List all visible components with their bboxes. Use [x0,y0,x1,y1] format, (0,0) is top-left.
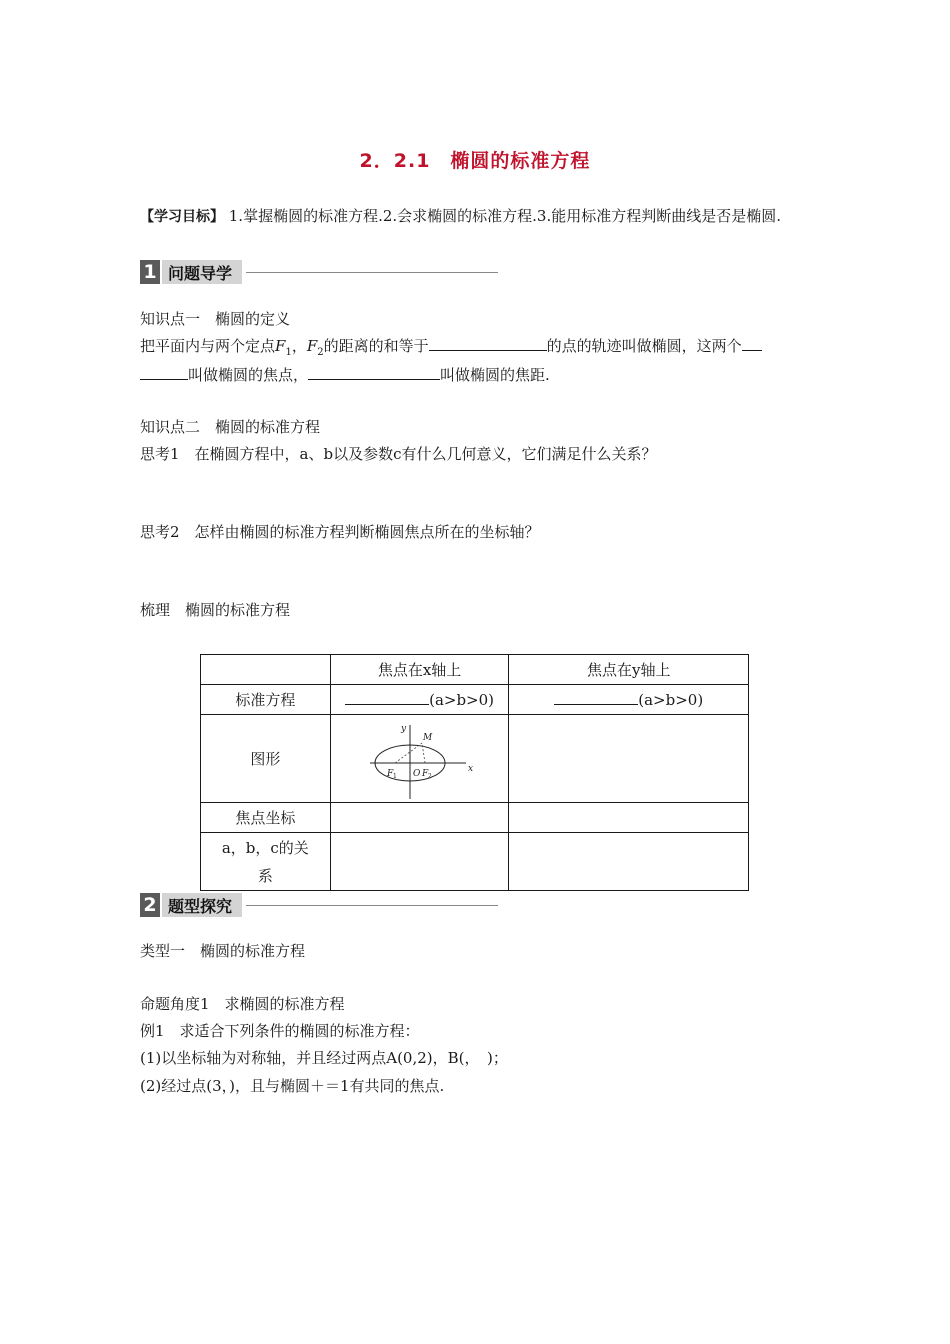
f2-subscript: 2 [317,347,324,358]
learning-goals [140,203,820,231]
table-row [201,655,749,685]
y-axis-label: y [400,723,406,734]
kp1-text: 的点的轨迹叫做椭圆，这两个 [546,337,742,355]
table-row [201,685,749,715]
standard-equation-table [200,654,749,891]
row-label [201,833,331,891]
f2-label: F [421,768,428,779]
angle-heading: 命题角度1 求椭圆的标准方程 [140,995,345,1013]
fill-blank[interactable] [345,690,429,705]
f1-label-sub: 1 [392,772,397,780]
fill-blank[interactable] [742,336,762,351]
think-1: 思考1 在椭圆方程中，a、b以及参数c有什么几何意义，它们满足什么关系？ [140,445,657,463]
section-title: 问题导学 [162,260,242,284]
fill-blank[interactable] [140,365,188,380]
learning-goals-label: 【学习目标】 [140,209,224,225]
section-number: 1 [140,260,160,284]
section-rule [246,905,498,906]
page-title: 2．2.1 椭圆的标准方程 [359,150,591,172]
summary-heading: 梳理 椭圆的标准方程 [140,601,291,619]
fill-blank[interactable] [554,690,638,705]
table-cell [330,803,509,833]
table-cell [509,803,749,833]
row-label-line: a，b，c的关 [221,838,309,857]
x-axis-label: x [467,763,473,774]
section-header-1 [140,260,498,284]
kp1-text: 的距离的和等于 [323,337,429,355]
kp1-line1 [140,335,762,358]
row-label: 焦点坐标 [201,803,331,833]
learning-goals-text: 1.掌握椭圆的标准方程.2.会求椭圆的标准方程.3.能用标准方程判断曲线是否是椭圆. [224,207,782,225]
f2-symbol: F [306,337,318,355]
table-cell [509,715,749,803]
row-label: 图形 [201,715,331,803]
origin-label: O [412,768,420,779]
f1-label: F [386,768,393,779]
table-header: 焦点在y轴上 [509,655,749,685]
f1-subscript: 1 [285,347,292,358]
table-row [201,833,749,891]
section-header-2 [140,893,498,917]
type1-heading: 类型一 椭圆的标准方程 [140,942,306,960]
table-row [201,715,749,803]
table-cell [330,685,509,715]
table-row [201,803,749,833]
condition-text: (a>b>0) [638,691,704,709]
table-header: 焦点在x轴上 [330,655,509,685]
section-title: 题型探究 [162,893,242,917]
table-cell [201,655,331,685]
point-m-label: M [422,732,432,743]
kp1-heading: 知识点一 椭圆的定义 [140,310,291,328]
example-item-1: (1)以坐标轴为对称轴，并且经过两点A(0,2)，B(， )； [140,1049,508,1067]
section-number: 2 [140,893,160,917]
kp1-text: 把平面内与两个定点 [140,337,276,355]
row-label-line: 系 [257,866,273,885]
table-cell [509,833,749,891]
condition-text: (a>b>0) [429,691,495,709]
example-1: 例1 求适合下列条件的椭圆的标准方程： [140,1022,420,1040]
f2-label-sub: 2 [427,772,432,780]
fill-blank[interactable] [308,365,440,380]
table-cell [330,833,509,891]
section-rule [246,272,498,273]
f1-symbol: F [275,337,286,355]
kp1-text: 叫做椭圆的焦距. [440,366,550,384]
row-label: 标准方程 [201,685,331,715]
kp2-heading: 知识点二 椭圆的标准方程 [140,418,321,436]
kp1-text: 叫做椭圆的焦点， [188,366,309,384]
kp1-line2 [140,364,550,385]
think-2: 思考2 怎样由椭圆的标准方程判断椭圆焦点所在的坐标轴？ [140,523,540,541]
table-cell [330,715,509,803]
kp1-comma: ， [291,337,307,355]
example-item-2: (2)经过点(3，)，且与椭圆＋＝1有共同的焦点. [140,1077,445,1095]
ellipse-diagram [360,719,480,799]
table-cell [509,685,749,715]
fill-blank[interactable] [429,336,547,351]
